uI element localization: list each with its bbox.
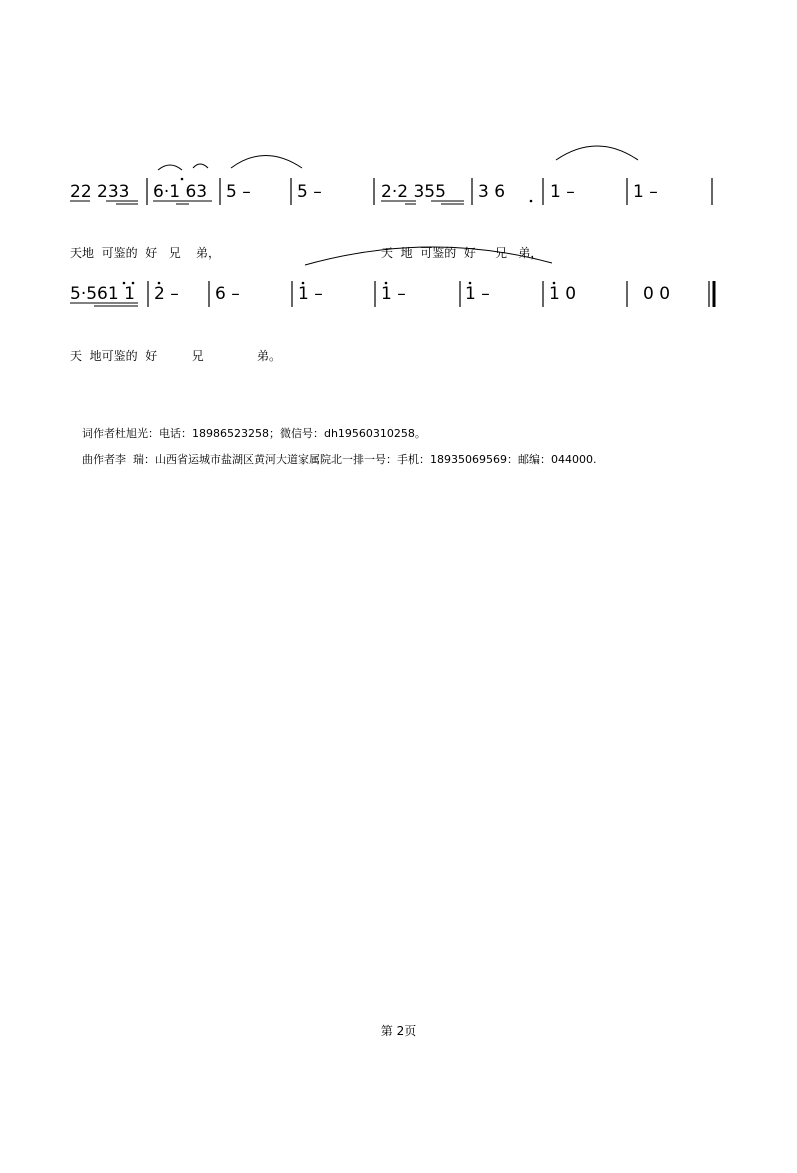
beams-line2 [70,303,138,306]
lyrics-line1-part2: 天 地 可鉴的 好 兄 弟， [381,246,543,260]
measure-16: 0 0 [643,284,671,304]
score-staff [0,0,797,330]
measure-10: 2 – [154,284,179,304]
composer-credit: 曲作者李 瑞：山西省运城市盐湖区黄河大道家属院北一排一号：手机：18935069569：邮编：044000. [82,453,597,466]
measure-2: 6·1 63 [153,182,208,202]
page-number: 第 2页 [380,1024,417,1038]
measure-12: 1 – [298,284,323,304]
measure-8: 1 – [633,182,658,202]
measure-9: 5·561 1 [70,284,135,304]
measure-5: 2·2 355 [381,182,446,202]
beams-line1 [70,201,464,204]
measure-1: 22 233 [70,182,130,202]
measure-6: 3 6 [478,182,506,202]
slurs-line1 [158,146,638,170]
lyricist-credit: 词作者杜旭光：电话：18986523258；微信号：dh19560310258。 [82,427,426,440]
measure-4: 5 – [297,182,322,202]
measure-11: 6 – [215,284,240,304]
measure-15: 1 0 [549,284,577,304]
measure-7: 1 – [550,182,575,202]
lyrics-line1-part1: 天地 可鉴的 好 兄 弟， [70,246,220,260]
score-svg [0,0,797,330]
measure-14: 1 – [465,284,490,304]
lyrics-line2: 天 地可鉴的 好 兄 弟。 [70,349,281,363]
measure-3: 5 – [226,182,251,202]
measure-13: 1 – [381,284,406,304]
octave-dots-line2 [123,282,556,285]
